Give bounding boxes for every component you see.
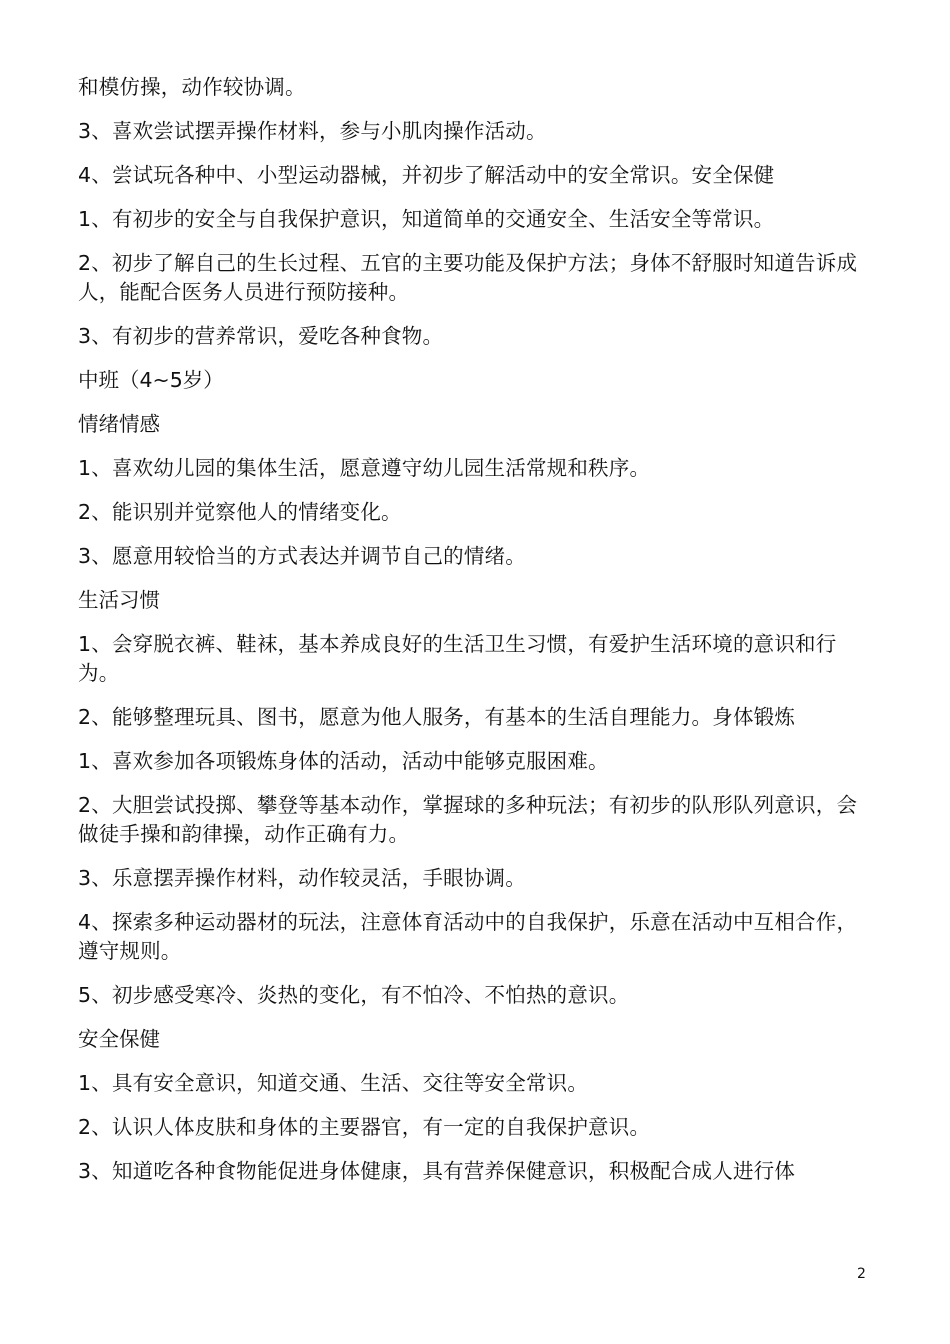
- paragraph: 1、喜欢参加各项锻炼身体的活动，活动中能够克服困难。: [78, 749, 609, 773]
- paragraph: 3、喜欢尝试摆弄操作材料，参与小肌肉操作活动。: [78, 119, 547, 143]
- section-heading: 中班（4~5岁）: [78, 368, 224, 392]
- paragraph: 4、尝试玩各种中、小型运动器械，并初步了解活动中的安全常识。安全保健: [78, 163, 775, 187]
- subsection-heading: 情绪情感: [78, 412, 160, 436]
- paragraph: 2、大胆尝试投掷、攀登等基本动作，掌握球的多种玩法；有初步的队形队列意识，会做徒手操和韵律操，动作正确有力。: [78, 793, 858, 846]
- paragraph: 3、有初步的营养常识，爱吃各种食物。: [78, 324, 444, 348]
- paragraph: 和模仿操，动作较协调。: [78, 75, 306, 99]
- paragraph: 1、会穿脱衣裤、鞋袜，基本养成良好的生活卫生习惯，有爱护生活环境的意识和行为。: [78, 632, 837, 685]
- paragraph: 5、初步感受寒冷、炎热的变化，有不怕冷、不怕热的意识。: [78, 983, 630, 1007]
- paragraph: 2、初步了解自己的生长过程、五官的主要功能及保护方法；身体不舒服时知道告诉成人，能配合医务人员进行预防接种。: [78, 251, 858, 304]
- paragraph: 1、具有安全意识，知道交通、生活、交往等安全常识。: [78, 1071, 589, 1095]
- page-number: 2: [857, 1266, 866, 1282]
- paragraph: 2、能识别并觉察他人的情绪变化。: [78, 500, 402, 524]
- subsection-heading: 生活习惯: [78, 588, 160, 612]
- document-body: [78, 73, 868, 1201]
- paragraph: 3、乐意摆弄操作材料，动作较灵活，手眼协调。: [78, 866, 526, 890]
- paragraph: 1、喜欢幼儿园的集体生活，愿意遵守幼儿园生活常规和秩序。: [78, 456, 651, 480]
- paragraph: 3、愿意用较恰当的方式表达并调节自己的情绪。: [78, 544, 526, 568]
- subsection-heading: 安全保健: [78, 1027, 160, 1051]
- paragraph: 1、有初步的安全与自我保护意识，知道简单的交通安全、生活安全等常识。: [78, 207, 775, 231]
- paragraph: 3、知道吃各种食物能促进身体健康，具有营养保健意识，积极配合成人进行体: [78, 1159, 796, 1183]
- paragraph: 2、认识人体皮肤和身体的主要器官，有一定的自我保护意识。: [78, 1115, 651, 1139]
- paragraph: 2、能够整理玩具、图书，愿意为他人服务，有基本的生活自理能力。身体锻炼: [78, 705, 796, 729]
- paragraph: 4、探索多种运动器材的玩法，注意体育活动中的自我保护，乐意在活动中互相合作，遵守规则。: [78, 910, 858, 963]
